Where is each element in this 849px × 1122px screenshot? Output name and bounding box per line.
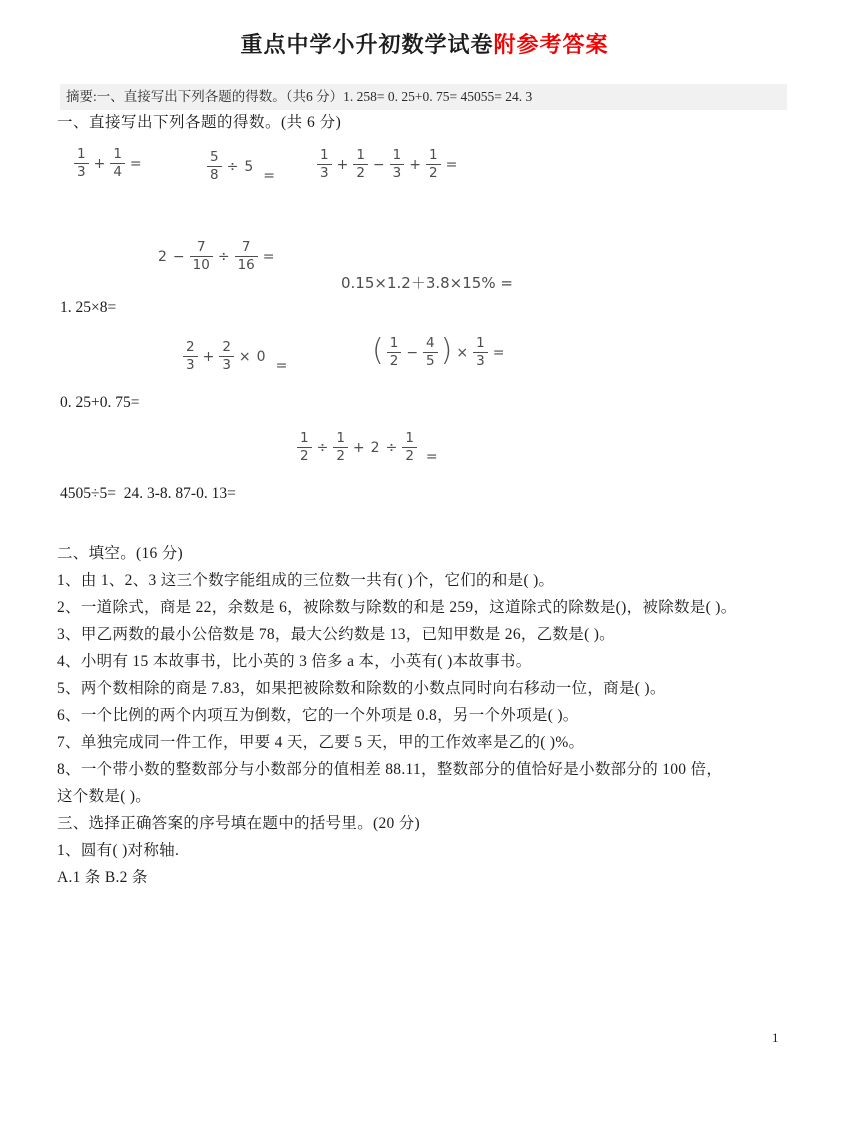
fill-item-4: 4、小明有 15 本故事书，比小英的 3 倍多 a 本，小英有( )本故事书。	[57, 653, 532, 670]
fill-item-1: 1、由 1、2、3 这三个数字能组成的三位数一共有( )个，它们的和是( )。	[57, 572, 555, 589]
choice-question-1: 1、圆有( )对称轴.	[57, 842, 180, 859]
formula-third-half-chain: $\frac{1}{3}$ + $\frac{1}{2}$ − $\frac{1}{3}$ + $\frac{1}{2}$ =	[315, 149, 460, 182]
abstract-bar: 摘要:一、直接写出下列各题的得数。（共6 分）1. 258= 0. 25+0. 75= 45055= 24. 3	[60, 84, 787, 110]
page-title	[0, 28, 849, 59]
fill-item-7: 7、单独完成同一件工作，甲要 4 天，乙要 5 天，甲的工作效率是乙的( )%。	[57, 734, 585, 751]
title-answers-suffix: 附参考答案	[493, 32, 609, 57]
fill-item-5: 5、两个数相除的商是 7.83，如果把被除数和除数的小数点同时向右移动一位，商是( )。	[57, 680, 666, 697]
formula-two-thirds-times-zero: $\frac{2}{3}$ + $\frac{2}{3}$ × 0=	[181, 341, 290, 374]
formula-five-eighths-div-five: $\frac{5}{8}$ ÷ 5=	[205, 151, 278, 184]
fill-item-2: 2、一道除式，商是 22，余数是 6，被除数与除数的和是 259，这道除式的除数是()，被除数是( )。	[57, 599, 737, 616]
section3-heading: 三、选择正确答案的序号填在题中的括号里。(20 分)	[57, 815, 420, 832]
page-number: 1	[772, 1030, 779, 1045]
fill-item-8: 8、一个带小数的整数部分与小数部分的值相差 88.11，整数部分的值恰好是小数部分的 100 倍，	[57, 761, 723, 778]
choice-options-1: A.1 条 B.2 条	[57, 869, 148, 886]
section2-heading: 二、填空。(16 分)	[57, 545, 183, 562]
formula-paren-times-one-third: ( $\frac{1}{2}$ − $\frac{4}{5}$ ) × $\frac{1}{3}$ =	[372, 333, 505, 369]
fill-item-6: 6、一个比例的两个内项互为倒数，它的一个外项是 0.8，另一个外项是( )。	[57, 707, 579, 724]
formula-one-third-plus-one-fourth: $\frac{1}{3}$ + $\frac{1}{4}$ =	[72, 148, 145, 181]
section1-heading: 一、直接写出下列各题的得数。(共 6 分)	[57, 114, 342, 131]
formula-two-minus-fraction-division: 2 − $\frac{7}{10}$ ÷ $\frac{7}{16}$ =	[158, 239, 275, 273]
formula-1-25-times-8: 1. 25×8=	[60, 299, 117, 316]
formula-4505-div-5-and-subtraction: 4505÷5= 24. 3-8. 87-0. 13=	[60, 485, 236, 502]
formula-0-25-plus-0-75: 0. 25+0. 75=	[60, 394, 140, 411]
sections-text-block	[57, 540, 849, 891]
fill-item-8-cont: 这个数是( )。	[57, 788, 152, 805]
formula-decimal-percent-mix: 0.15×1.2＋3.8×15% =	[341, 274, 513, 292]
fill-item-3: 3、甲乙两数的最小公倍数是 78，最大公约数是 13，已知甲数是 26，乙数是( )。	[57, 626, 615, 643]
formula-half-div-half-plus-two-div-half: $\frac{1}{2}$ ÷ $\frac{1}{2}$ + 2 ÷ $\frac{1}{2}$ =	[295, 432, 441, 465]
title-main: 重点中学小升初数学试卷	[240, 32, 494, 57]
